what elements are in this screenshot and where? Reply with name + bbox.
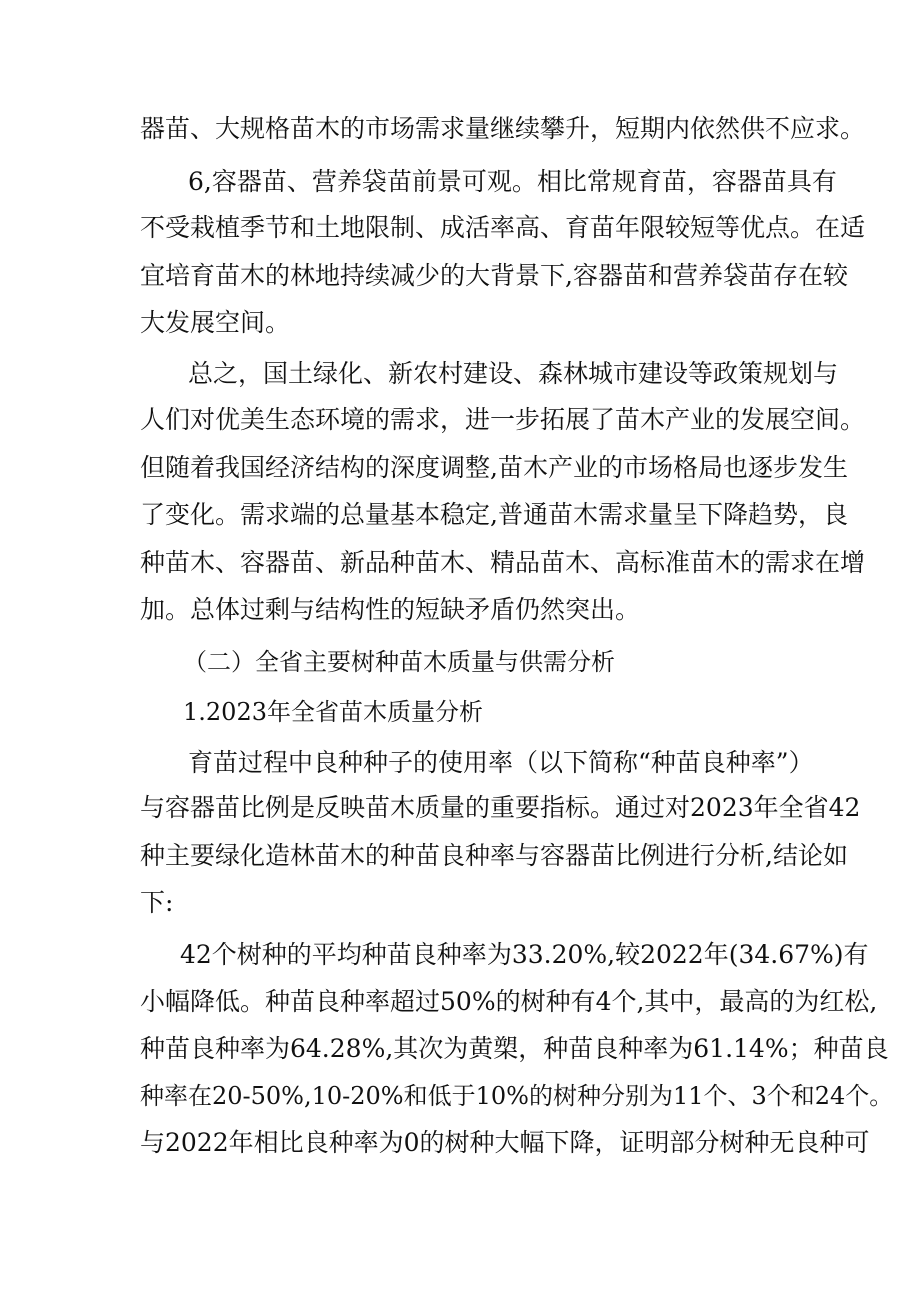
subsection-heading: 1.2023年全省苗木质量分析 <box>183 698 483 726</box>
text-line: 宜培育苗木的林地持续减少的大背景下,容器苗和营养袋苗存在较 <box>140 261 848 290</box>
text-line: 种苗木、容器苗、新品种苗木、精品苗木、高标准苗木的需求在增 <box>140 548 866 577</box>
text-line: 下: <box>140 888 174 917</box>
text-line: 种主要绿化造林苗木的种苗良种率与容器苗比例进行分析,结论如 <box>140 841 848 870</box>
text-line: 种苗良种率为64.28%,其次为黄槊，种苗良种率为61.14%；种苗良 <box>140 1034 889 1063</box>
text-line: 小幅降低。种苗良种率超过50%的树种有4个,其中，最高的为红松, <box>140 987 878 1016</box>
text-line: 种率在20-50%,10-20%和低于10%的树种分别为11个、3个和24个。 <box>140 1082 894 1110</box>
text-line: 了变化。需求端的总量基本稳定,普通苗木需求量呈下降趋势，良 <box>140 500 848 529</box>
text-line: 与容器苗比例是反映苗木质量的重要指标。通过对2023年全省42 <box>140 793 861 822</box>
text-line: 6,容器苗、营养袋苗前景可观。相比常规育苗，容器苗具有 <box>188 167 837 196</box>
text-line: 42个树种的平均种苗良种率为33.20%,较2022年(34.67%)有 <box>180 940 869 969</box>
text-line: 与2022年相比良种率为0的树种大幅下降，证明部分树种无良种可 <box>140 1128 870 1157</box>
text-line: 加。总体过剩与结构性的短缺矛盾仍然突出。 <box>140 595 641 624</box>
text-line: 大发展空间。 <box>140 308 291 337</box>
text-line: 器苗、大规格苗木的市场需求量继续攀升，短期内依然供不应求。 <box>140 114 866 143</box>
text-line: 育苗过程中良种种子的使用率（以下简称“种苗良种率”） <box>188 748 814 777</box>
text-line: 总之，国土绿化、新农村建设、森林城市建设等政策规划与 <box>188 359 839 388</box>
section-heading: （二）全省主要树种苗木质量与供需分析 <box>183 648 615 676</box>
text-line: 但随着我国经济结构的深度调整,苗木产业的市场格局也逐步发生 <box>140 453 848 482</box>
text-line: 不受栽植季节和土地限制、成活率高、育苗年限较短等优点。在适 <box>140 213 866 242</box>
text-line: 人们对优美生态环境的需求，进一步拓展了苗木产业的发展空间。 <box>140 405 866 434</box>
